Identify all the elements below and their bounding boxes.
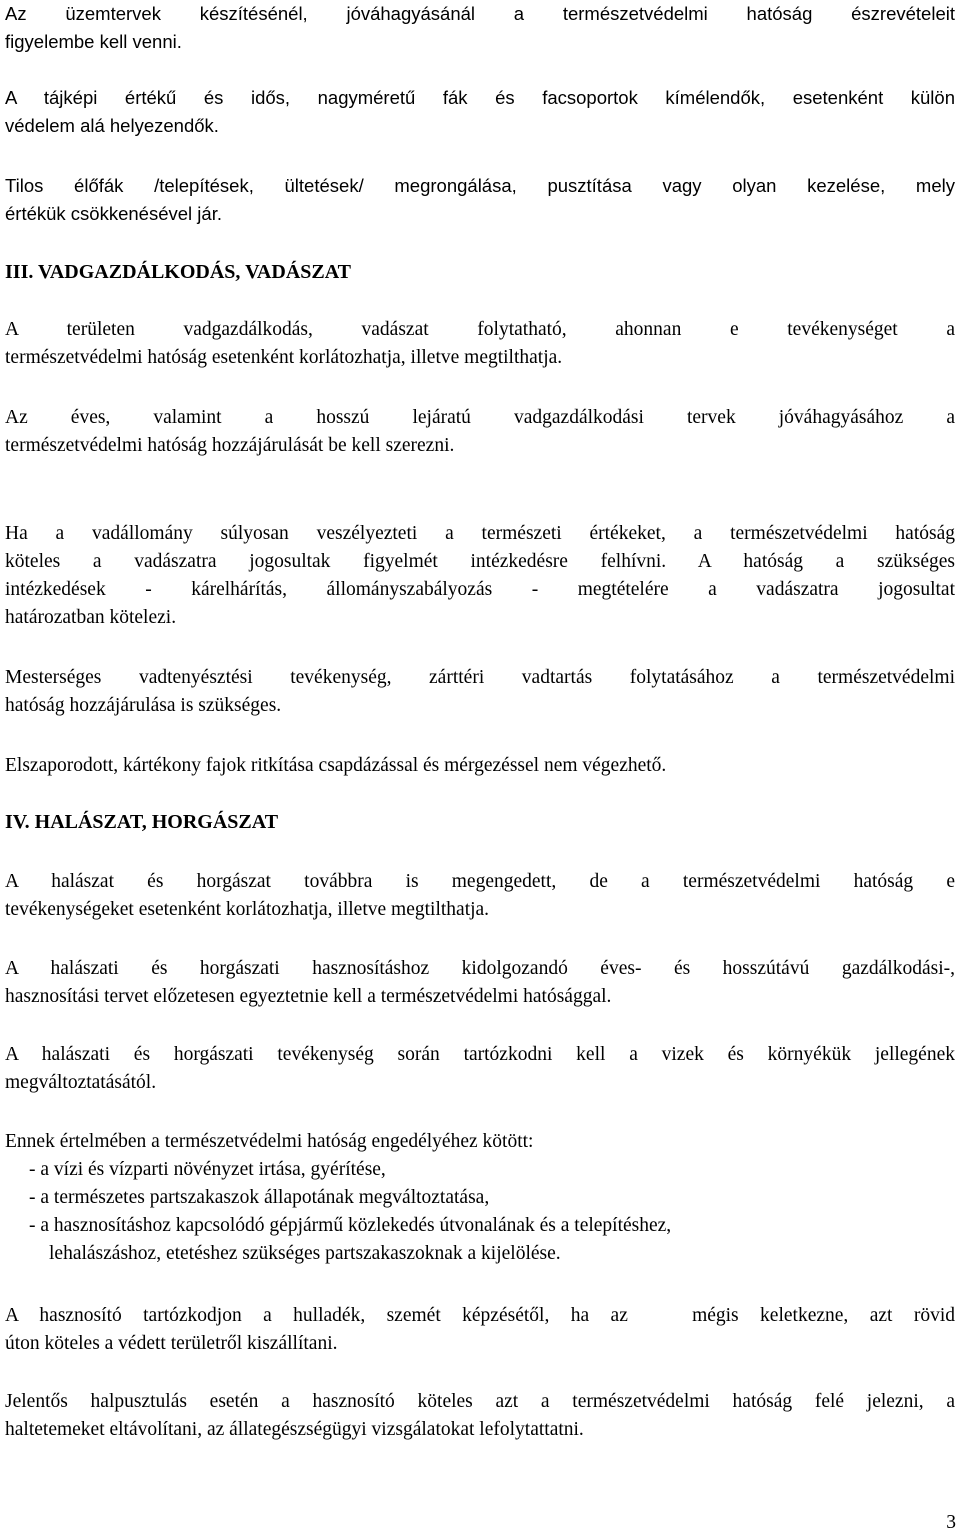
text-line: védelem alá helyezendők. — [5, 115, 219, 136]
text-line: hasznosítási tervet előzetesen egyeztetnie kell a természetvédelmi hatósággal. — [5, 986, 612, 1007]
paragraph-1 — [5, 0, 955, 56]
section-heading-fishing: IV. HALÁSZAT, HORGÁSZAT — [5, 811, 279, 833]
paragraph-3 — [5, 172, 955, 228]
text-line: A hasznosító tartózkodjon a hulladék, szemét képzésétől, ha az mégis keletkezne, azt rövid — [5, 1305, 955, 1326]
text-line: intézkedések - kárelhárítás, állományszabályozás - megtételére a vadászatra jogosultat — [5, 579, 955, 600]
text-line: természetvédelmi hatóság hozzájárulását be kell szerezni. — [5, 435, 455, 456]
text-line: hatóság hozzájárulása is szükséges. — [5, 695, 282, 716]
text-line: értékük csökkenésével jár. — [5, 203, 222, 224]
list-item: - a vízi és vízparti növényzet irtása, gyérítése, — [29, 1159, 386, 1180]
text-line: A területen vadgazdálkodás, vadászat folytatható, ahonnan e tevékenységet a — [5, 319, 955, 340]
text-line: természetvédelmi hatóság esetenként korlátozhatja, illetve megtilthatja. — [5, 347, 563, 368]
paragraph-6 — [5, 520, 955, 632]
text-line: haltetemeket eltávolítani, az állategészségügyi vizsgálatokat lefolytattatni. — [5, 1419, 584, 1440]
text-line: Jelentős halpusztulás esetén a hasznosító köteles azt a természetvédelmi hatóság felé jelezni, a — [5, 1391, 955, 1412]
text-line: Ha a vadállomány súlyosan veszélyezteti a természeti értékeket, a természetvédelmi hatóság — [5, 523, 955, 544]
text-line: A tájképi értékű és idős, nagyméretű fák és facsoportok kímélendők, esetenként külön — [5, 87, 955, 108]
text-line: Elszaporodott, kártékony fajok ritkítása csapdázással és mérgezéssel nem végezhető. — [5, 755, 667, 776]
text-line: A halászati és horgászati tevékenység során tartózkodni kell a vizek és környékük jellegének — [5, 1044, 955, 1065]
paragraph-4 — [5, 316, 955, 372]
paragraph-13 — [5, 1302, 955, 1358]
paragraph-5 — [5, 404, 955, 460]
text-line: úton köteles a védett területről kiszállítani. — [5, 1333, 338, 1354]
text-line: Az üzemtervek készítésénél, jóváhagyásánál a természetvédelmi hatóság észrevételeit — [5, 3, 955, 24]
text-line: A halászati és horgászati hasznosításhoz kidolgozandó éves- és hosszútávú gazdálkodási-, — [5, 958, 955, 979]
list-intro: Ennek értelmében a természetvédelmi hatóság engedélyéhez kötött: — [5, 1131, 534, 1152]
text-line: Tilos élőfák /telepítések, ültetések/ megrongálása, pusztítása vagy olyan kezelése, mely — [5, 175, 955, 196]
paragraph-12-list — [5, 1128, 955, 1268]
text-line: Mesterséges vadtenyésztési tevékenység, zárttéri vadtartás folytatásához a természetvédelmi — [5, 667, 955, 688]
text-line: megváltoztatásától. — [5, 1072, 157, 1093]
text-line: tevékenységeket esetenként korlátozhatja, illetve megtilthatja. — [5, 899, 490, 920]
paragraph-9 — [5, 868, 955, 924]
list-item: - a hasznosításhoz kapcsolódó gépjármű közlekedés útvonalának és a telepítéshez, — [29, 1215, 672, 1236]
text-line: köteles a vadászatra jogosultak figyelmét intézkedésre felhívni. A hatóság a szükséges — [5, 551, 955, 572]
paragraph-7 — [5, 664, 955, 720]
paragraph-10 — [5, 955, 955, 1011]
paragraph-8 — [5, 752, 955, 780]
list-item-continuation: lehalászáshoz, etetéshez szükséges partszakaszoknak a kijelölése. — [49, 1243, 561, 1264]
list-item: - a természetes partszakaszok állapotának megváltoztatása, — [29, 1187, 490, 1208]
text-line: Az éves, valamint a hosszú lejáratú vadgazdálkodási tervek jóváhagyásához a — [5, 407, 955, 428]
paragraph-14 — [5, 1388, 955, 1444]
paragraph-2 — [5, 84, 955, 140]
text-line: figyelembe kell venni. — [5, 31, 182, 52]
page-number: 3 — [946, 1512, 956, 1533]
section-heading-hunting: III. VADGAZDÁLKODÁS, VADÁSZAT — [5, 261, 352, 283]
text-line: határozatban kötelezi. — [5, 607, 177, 628]
text-line: A halászat és horgászat továbbra is megengedett, de a természetvédelmi hatóság e — [5, 871, 955, 892]
paragraph-11 — [5, 1041, 955, 1097]
